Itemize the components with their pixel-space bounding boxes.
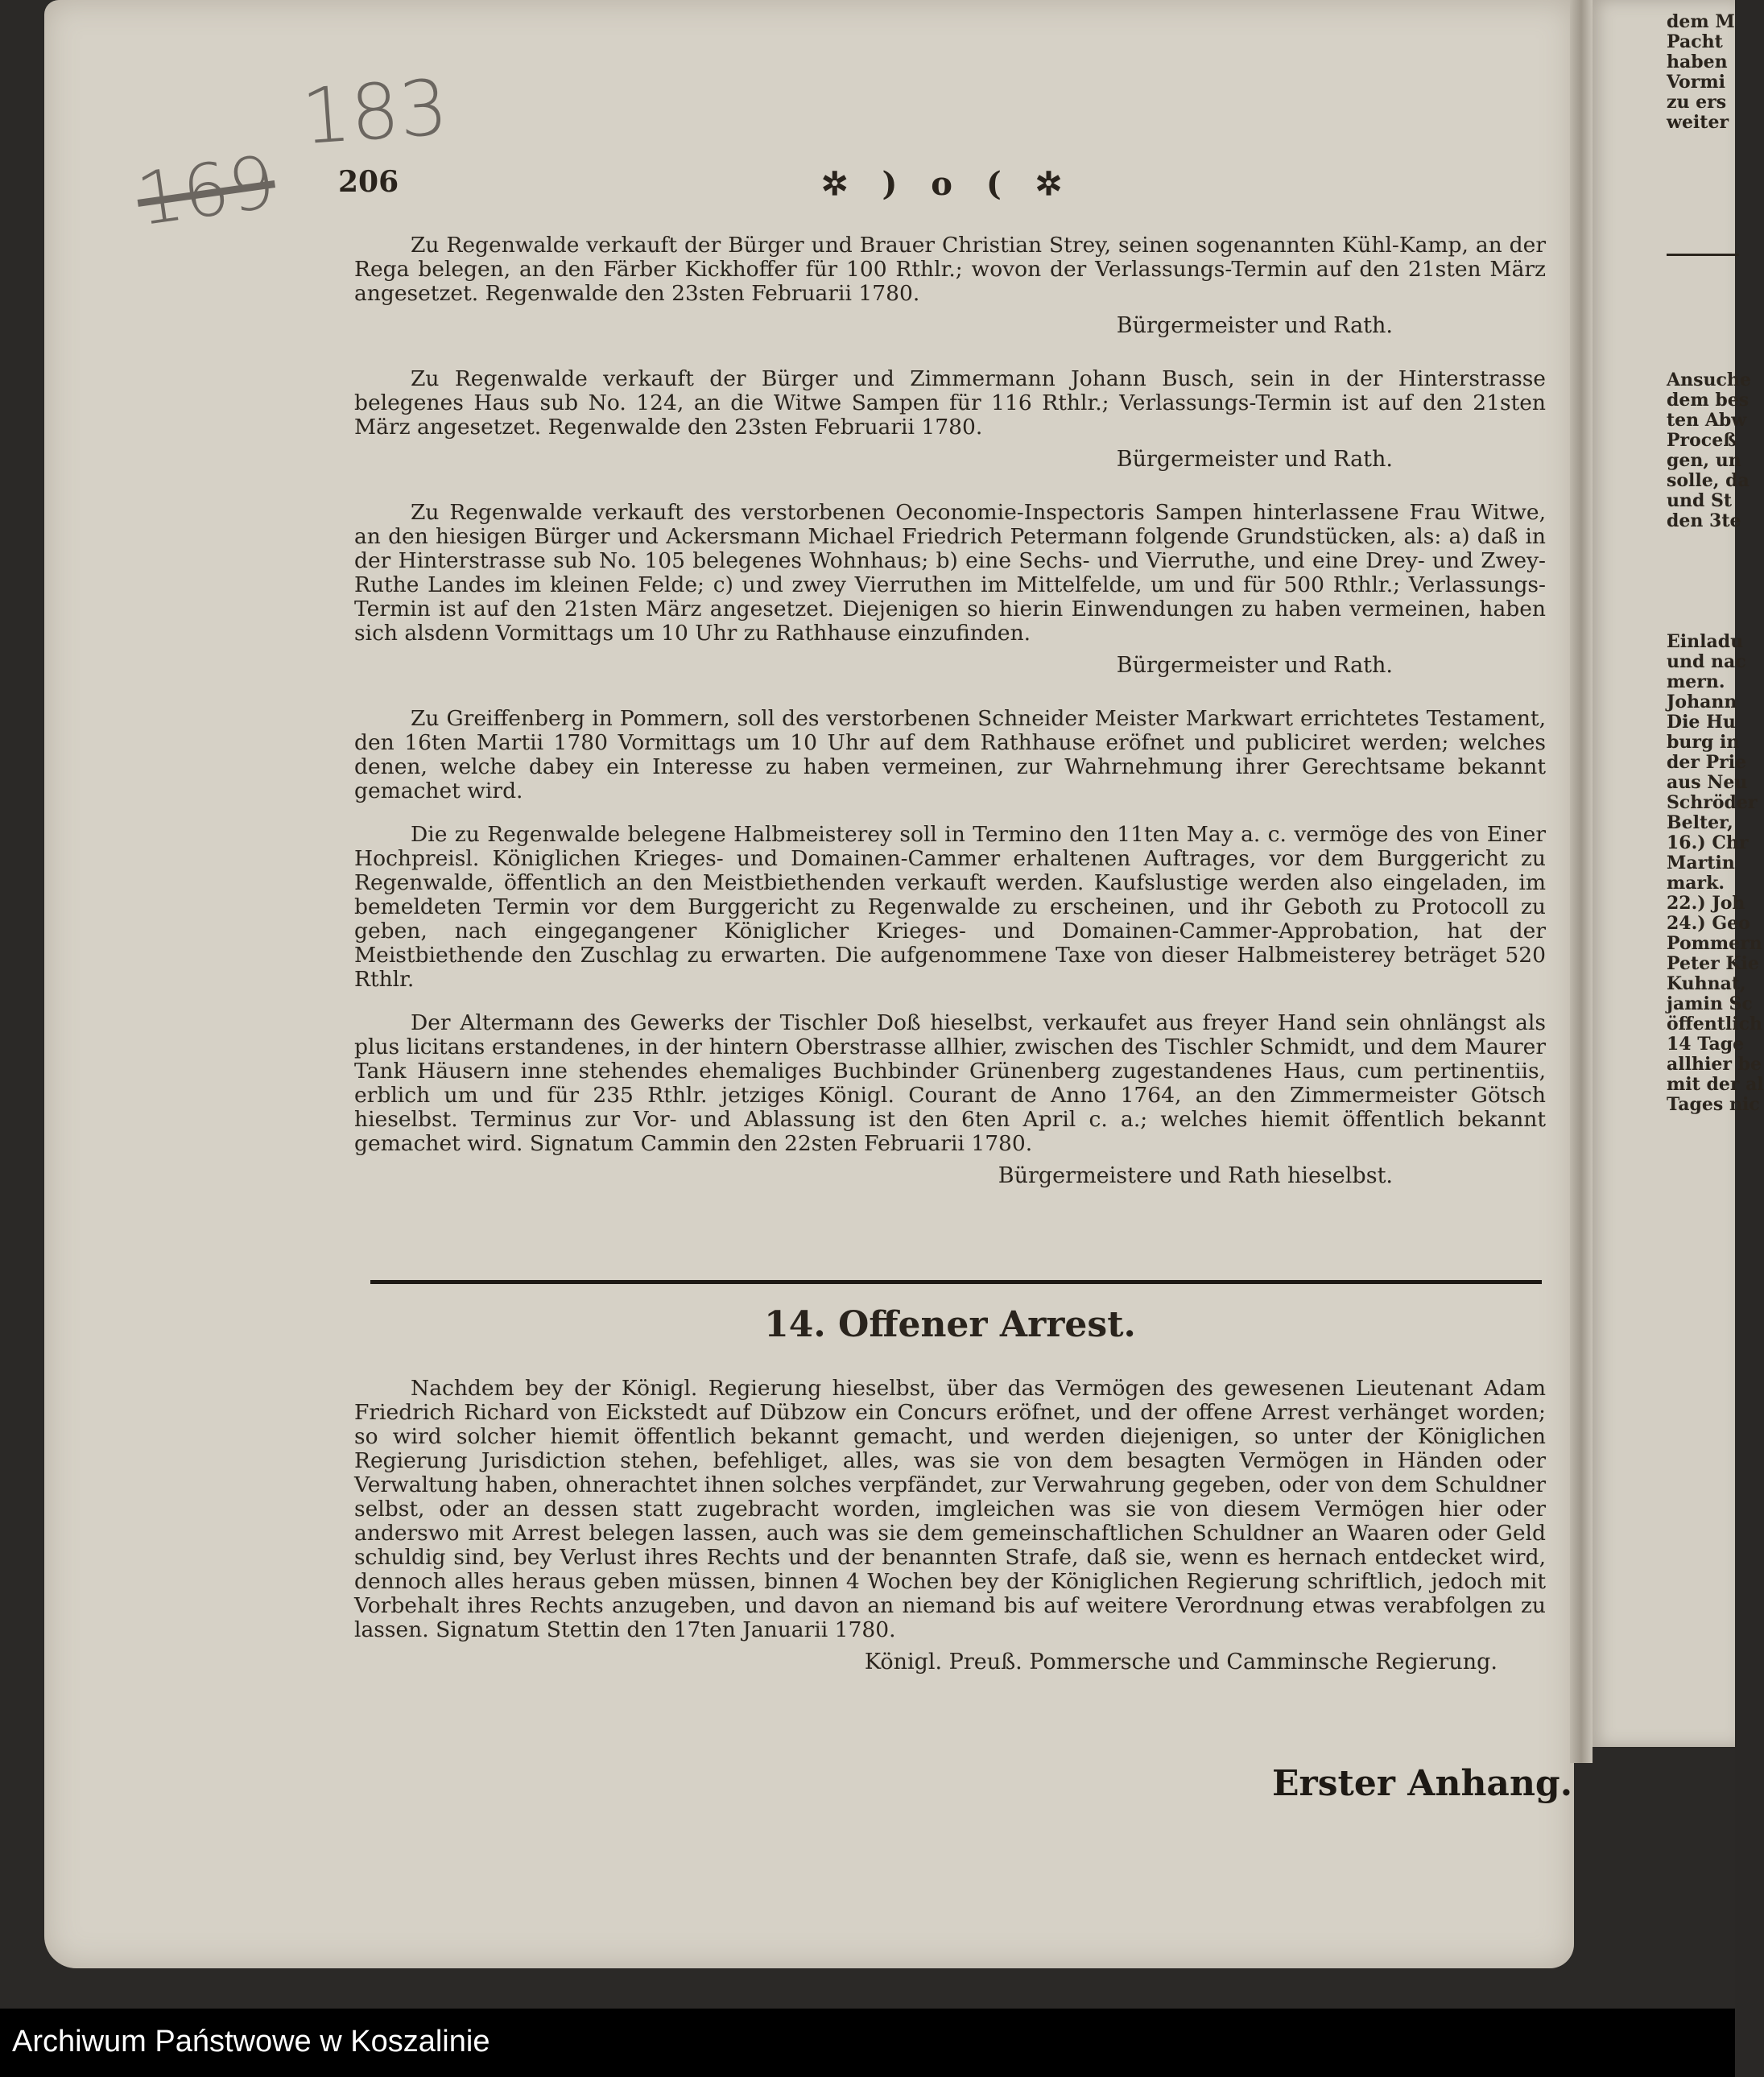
page-header xyxy=(338,165,1546,213)
right-fragment-line: Ansuche xyxy=(1667,370,1751,390)
page-number: 206 xyxy=(338,165,399,199)
right-fragment-line: Die Hu xyxy=(1667,712,1736,733)
right-fragment-line: solle, da xyxy=(1667,470,1750,491)
right-fragment-line: Tages nic xyxy=(1667,1094,1760,1115)
right-fragment-line: öffentlich xyxy=(1667,1014,1762,1034)
arrest-section xyxy=(354,1377,1546,1703)
right-fragment-line: haben xyxy=(1667,52,1728,72)
right-fragment-line: 14 Tage xyxy=(1667,1034,1745,1055)
section-title: 14. Offener Arrest. xyxy=(764,1304,1136,1345)
right-fragment-line: weiter xyxy=(1667,112,1729,133)
notice-2: Zu Regenwalde verkauft der Bürger und Zimmermann Johann Busch, sein in der Hinterstrasse belegenes Haus sub No. 124, an die Witwe Sampen für 116 Rthlr.; Verlassungs-Termin ist auf den 21sten März angesetzet. Regenwalde den 23sten Februarii 1780. xyxy=(354,366,1546,440)
notice-1: Zu Regenwalde verkauft der Bürger und Brauer Christian Strey, seinen sogenannten Kühl-Kamp, an der Rega belegen, an den Färber Kickhoffer für 100 Rthlr.; wovon der Verlassungs-Termin auf den 21sten März angesetzet. Regenwalde den 23sten Februarii 1780. xyxy=(354,233,1546,306)
notice-4: Zu Greiffenberg in Pommern, soll des verstorbenen Schneider Meister Markwart errichtetes Testament, den 16ten Martii 1780 Vormittags um 10 Uhr auf dem Rathhause eröfnet und publiciret werden; welches denen, welche dabey ein Interesse zu haben vermeinen, zur Wahrnehmung ihrer Gerechtsame bekannt gemachet wird. xyxy=(354,706,1546,803)
right-page-rule xyxy=(1667,254,1739,256)
notice-3-signature: Bürgermeister und Rath. xyxy=(1116,653,1393,678)
right-fragment-line: Proceß xyxy=(1667,430,1737,451)
right-fragment-line: dem bes xyxy=(1667,390,1750,411)
right-fragment-line: Johann xyxy=(1667,692,1737,712)
pencil-mark-number: 183 xyxy=(299,63,451,163)
right-fragment-line: Einladu xyxy=(1667,631,1744,652)
right-fragment-line: mern. xyxy=(1667,671,1725,692)
right-fragment-line: Peter Kie xyxy=(1667,953,1759,974)
right-fragment-line: Vormi xyxy=(1667,72,1725,93)
right-fragment-line: Pommern xyxy=(1667,933,1762,954)
right-page-mid-fragment xyxy=(1667,370,1751,531)
notice-3: Zu Regenwalde verkauft des verstorbenen Oeconomie-Inspectoris Sampen hinterlassene Frau Witwe, an den hiesigen Bürger und Ackersmann Michael Friedrich Petermann folgende Grundstücken, als: a) daß in der Hinterstrasse sub No. 105 belegenes Wohnhaus; b) eine Sechs- und Vierruthe, und eine Drey- und Zwey-Ruthe Landes im kleinen Felde; c) und zwey Vierruthen im Mittelfelde, um und für 500 Rthlr.; Verlassungs-Termin ist auf den 21sten März angesetzet. Diejenigen so hierin Einwendungen zu haben vermeinen, haben sich alsdenn Vormittags um 10 Uhr zu Rathhause einzufinden. xyxy=(354,500,1546,646)
pencil-mark-struck: 169 xyxy=(131,139,281,243)
notices-column xyxy=(354,233,1546,1217)
right-fragment-line: den 3te xyxy=(1667,510,1741,531)
right-fragment-line: Martin xyxy=(1667,853,1735,873)
section-divider xyxy=(370,1280,1542,1284)
page-fold xyxy=(1570,0,1593,1763)
right-fragment-line: gen, un xyxy=(1667,450,1741,471)
notice-1-signature: Bürgermeister und Rath. xyxy=(1116,313,1393,338)
right-fragment-line: Belter, xyxy=(1667,812,1733,833)
archive-footer xyxy=(0,2009,1735,2077)
right-fragment-line: burg in xyxy=(1667,732,1740,753)
right-fragment-line: 22.) Joh xyxy=(1667,893,1745,914)
catchword: Erster Anhang. xyxy=(1272,1763,1573,1804)
right-fragment-line: und St xyxy=(1667,490,1733,511)
right-fragment-line: aus Neu xyxy=(1667,772,1748,793)
right-fragment-line: mark. xyxy=(1667,873,1725,894)
archive-credit: Archiwum Państwowe w Koszalinie xyxy=(12,2025,490,2058)
right-fragment-line: 24.) Geo xyxy=(1667,913,1750,934)
notice-2-signature: Bürgermeister und Rath. xyxy=(1116,447,1393,472)
arrest-text: Nachdem bey der Königl. Regierung hieselbst, über das Vermögen des gewesenen Lieutenant Adam Friedrich Richard von Eickstedt auf Dübzow ein Concurs eröfnet, und der offene Arrest verhänget worden; so wird solcher hiemit öffentlich bekannt gemacht, und werden diejenigen, so unter der Königlichen Regierung Jurisdiction stehen, befehliget, alles, was sie von dem besagten Vermögen in Händen oder Verwaltung haben, ohnerachtet ihnen solches verpfändet, zur Verwahrung gegeben, oder von dem Schuldner selbst, oder an dessen statt zugebracht worden, imgleichen was sie von diesem Vermögen hier oder anderswo mit Arrest belegen lassen, auch was sie dem gemeinschaftlichen Schuldner an Waaren oder Geld schuldig sind, bey Verlust ihres Rechts und der benannten Strafe, daß sie, wenn es hernach entdecket wird, dennoch alles heraus geben müssen, binnen 4 Wochen bey der Königlichen Regierung schriftlich, jedoch mit Vorbehalt ihres Rechts anzugeben, und davon an niemand bis auf weitere Verordnung etwas verabfolgen zu lassen. Signatum Stettin den 17ten Januarii 1780. xyxy=(354,1376,1546,1642)
right-page-low-fragment xyxy=(1667,631,1764,1115)
right-page-top-fragment xyxy=(1667,12,1739,133)
right-fragment-line: jamin Sc xyxy=(1667,993,1753,1014)
right-fragment-line: Pacht xyxy=(1667,31,1723,52)
arrest-signature: Königl. Preuß. Pommersche und Camminsche Regierung. xyxy=(864,1650,1498,1674)
running-head: ✲ ) o ( ✲ xyxy=(821,165,1074,203)
right-fragment-line: dem M xyxy=(1667,11,1735,32)
right-fragment-line: Schröder xyxy=(1667,792,1758,813)
notice-6: Der Altermann des Gewerks der Tischler Doß hieselbst, verkaufet aus freyer Hand sein ohnlängst als plus licitans erstandenes, in der hintern Oberstrasse allhier, zwischen des Tischler Schmidt, und dem Maurer Tank Häusern inne stehendes ehemaliges Buchbinder Grünenberg zugestandenes Haus, cum pertinentiis, erblich um und für 235 Rthlr. jetziges Königl. Courant de Anno 1764, an den Zimmermeister Götsch hieselbst. Terminus zur Vor- und Ablassung ist den 6ten April c. a.; welches hiemit öffentlich bekannt gemachet wird. Signatum Cammin den 22sten Februarii 1780. xyxy=(354,1010,1546,1156)
right-fragment-line: zu ers xyxy=(1667,92,1727,113)
right-fragment-line: mit der al xyxy=(1667,1074,1764,1095)
right-fragment-line: der Prie xyxy=(1667,752,1747,773)
right-fragment-line: Kuhnat, xyxy=(1667,973,1746,994)
notice-5: Die zu Regenwalde belegene Halbmeisterey soll in Termino den 11ten May a. c. vermöge des von Einer Hochpreisl. Königlichen Krieges- und Domainen-Cammer erhaltenen Auftrages, vor dem Burggericht zu Regenwalde, öffentlich an den Meistbiethenden verkauft werden. Kaufslustige werden also eingeladen, im bemeldeten Termin vor dem Burggericht zu Regenwalde zu erscheinen, und ihr Geboth zu Protocoll zu geben, nach eingegangener Königlicher Krieges- und Domainen-Cammer-Approbation, hat der Meistbiethende den Zuschlag zu erwarten. Die aufgenommene Taxe von dieser Halbmeisterey beträget 520 Rthlr. xyxy=(354,822,1546,992)
right-fragment-line: 16.) Chr xyxy=(1667,832,1749,853)
notice-6-signature: Bürgermeistere und Rath hieselbst. xyxy=(998,1163,1393,1188)
right-fragment-line: allhier be xyxy=(1667,1054,1762,1075)
right-fragment-line: und nac xyxy=(1667,651,1746,672)
right-fragment-line: ten Abw xyxy=(1667,410,1747,431)
